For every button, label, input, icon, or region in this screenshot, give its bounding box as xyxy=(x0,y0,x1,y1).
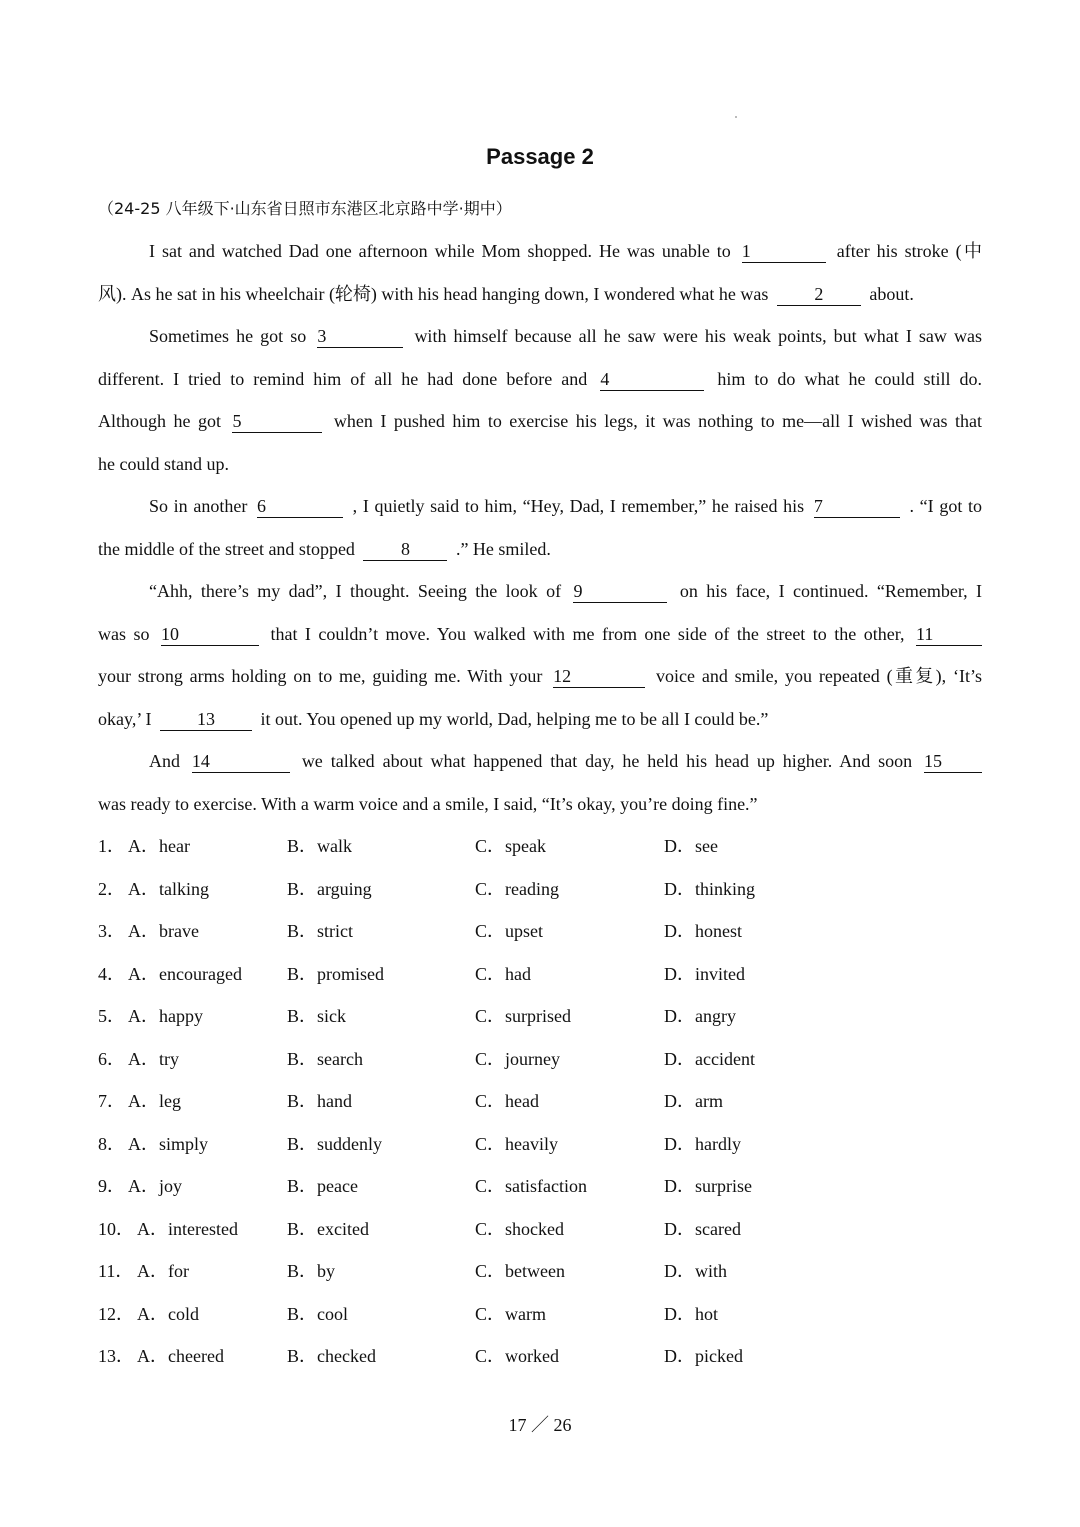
option-b[interactable]: B．sick xyxy=(287,1006,347,1026)
page-number: 17 ／ 26 xyxy=(508,1415,572,1435)
option-b[interactable]: B．cool xyxy=(287,1303,348,1324)
passage-line xyxy=(98,705,982,733)
blank-3: 3 xyxy=(317,325,403,348)
question-number: 6． xyxy=(98,1048,125,1069)
question-number: 9． xyxy=(98,1176,125,1196)
text-segment: Although he got xyxy=(98,411,221,431)
blank-8: 8 xyxy=(363,538,447,561)
option-a[interactable]: A．talking xyxy=(128,878,209,899)
text-segment: was ready to exercise. With a warm voice and a smile, I said, “It’s okay, you’re doing fine.” xyxy=(98,794,758,814)
passage-line xyxy=(98,620,982,648)
passage-line xyxy=(98,365,982,393)
question-number: 11． xyxy=(98,1261,134,1281)
blank-7: 7 xyxy=(814,495,900,518)
option-d[interactable]: D．thinking xyxy=(664,878,756,899)
option-c[interactable]: C．reading xyxy=(475,878,559,899)
text-segment: . “I got to xyxy=(909,496,983,516)
passage-line xyxy=(98,790,982,818)
option-c[interactable]: C．shocked xyxy=(475,1218,564,1239)
option-a[interactable]: A．cheered xyxy=(137,1346,224,1366)
blank-14: 14 xyxy=(192,750,290,773)
blank-2: 2 xyxy=(777,283,861,306)
option-c[interactable]: C．speak xyxy=(475,836,546,856)
text-segment: .” He smiled. xyxy=(455,539,551,559)
option-a[interactable]: A．happy xyxy=(128,1006,203,1026)
option-d[interactable]: D．scared xyxy=(664,1218,741,1239)
option-b[interactable]: B．strict xyxy=(287,921,353,941)
option-c[interactable]: C．between xyxy=(475,1261,565,1281)
question-number: 2． xyxy=(98,878,125,899)
option-d[interactable]: D．see xyxy=(664,836,718,856)
option-a[interactable]: A．hear xyxy=(128,836,190,856)
option-c[interactable]: C．journey xyxy=(475,1048,560,1069)
option-b[interactable]: B．search xyxy=(287,1048,363,1069)
blank-5: 5 xyxy=(232,410,322,433)
question-number: 5． xyxy=(98,1006,125,1026)
text-segment: him to do what he could still do. xyxy=(717,369,983,389)
text-segment: with himself because all he saw were his weak points, but what I saw was xyxy=(414,326,982,346)
option-a[interactable]: A．for xyxy=(137,1261,189,1281)
text-segment: it out. You opened up my world, Dad, helping me to be all I could be.” xyxy=(260,709,769,729)
option-d[interactable]: D．hot xyxy=(664,1303,718,1324)
option-a[interactable]: A．cold xyxy=(137,1303,199,1324)
option-b[interactable]: B．checked xyxy=(287,1346,376,1366)
question-number: 8． xyxy=(98,1133,125,1154)
option-d[interactable]: D．angry xyxy=(664,1006,736,1026)
text-segment: Sometimes he got so xyxy=(149,326,307,346)
text-segment: that I couldn’t move. You walked with me from one side of the street to the other, xyxy=(270,624,905,644)
blank-9: 9 xyxy=(573,580,667,603)
text-segment: the middle of the street and stopped xyxy=(98,539,355,559)
option-c[interactable]: C．upset xyxy=(475,921,544,941)
option-d[interactable]: D．honest xyxy=(664,921,742,941)
text-segment: And xyxy=(149,751,180,771)
passage-line xyxy=(98,662,982,690)
text-segment: after his stroke (中 xyxy=(836,241,983,261)
blank-6: 6 xyxy=(257,495,343,518)
passage-line xyxy=(98,535,982,563)
option-d[interactable]: D．hardly xyxy=(664,1133,741,1154)
blank-15: 15 xyxy=(924,750,982,773)
option-a[interactable]: A．joy xyxy=(128,1176,182,1196)
option-b[interactable]: B．walk xyxy=(287,836,352,856)
option-b[interactable]: B．suddenly xyxy=(287,1133,383,1154)
text-segment: , I quietly said to him, “Hey, Dad, I remember,” he raised his xyxy=(352,496,805,516)
question-number: 1． xyxy=(98,836,125,856)
text-segment: okay,’ I xyxy=(98,709,152,729)
option-a[interactable]: A．encouraged xyxy=(128,963,242,984)
option-b[interactable]: B．peace xyxy=(287,1176,358,1196)
text-segment: 风). As he sat in his wheelchair (轮椅) with his head hanging down, I wondered what he was xyxy=(98,284,769,304)
option-a[interactable]: A．try xyxy=(128,1048,179,1069)
blank-12: 12 xyxy=(553,665,645,688)
passage-line xyxy=(98,407,982,435)
passage-line xyxy=(98,492,982,520)
option-d[interactable]: D．surprise xyxy=(664,1176,752,1196)
option-c[interactable]: C．heavily xyxy=(475,1133,558,1154)
passage-line xyxy=(98,747,982,775)
text-segment: he could stand up. xyxy=(98,454,229,474)
option-a[interactable]: A．interested xyxy=(137,1218,238,1239)
option-b[interactable]: B．excited xyxy=(287,1218,369,1239)
option-a[interactable]: A．simply xyxy=(128,1133,209,1154)
option-d[interactable]: D．with xyxy=(664,1261,727,1281)
passage-line xyxy=(98,237,982,265)
text-segment: So in another xyxy=(149,496,248,516)
option-d[interactable]: D．arm xyxy=(664,1091,723,1111)
text-segment: different. I tried to remind him of all he had done before and xyxy=(98,369,588,389)
question-number: 4． xyxy=(98,963,125,984)
option-c[interactable]: C．had xyxy=(475,963,531,984)
option-c[interactable]: C．surprised xyxy=(475,1006,571,1026)
option-b[interactable]: B．promised xyxy=(287,963,384,984)
text-segment: on his face, I continued. “Remember, I xyxy=(679,581,982,601)
passage-line xyxy=(98,280,982,308)
passage-line xyxy=(98,577,982,605)
question-number: 10． xyxy=(98,1218,134,1239)
text-segment: your strong arms holding on to me, guiding me. With your xyxy=(98,666,543,686)
question-number: 12． xyxy=(98,1303,134,1324)
text-segment: “Ahh, there’s my dad”, I thought. Seeing the look of xyxy=(149,581,562,601)
option-d[interactable]: D．accident xyxy=(664,1048,755,1069)
question-number: 7． xyxy=(98,1091,125,1111)
option-c[interactable]: C．head xyxy=(475,1091,539,1111)
question-number: 13． xyxy=(98,1346,134,1366)
decorative-dot xyxy=(735,116,737,118)
text-segment: I sat and watched Dad one afternoon while Mom shopped. He was unable to xyxy=(149,241,731,261)
text-segment: when I pushed him to exercise his legs, it was nothing to me—all I wished was that xyxy=(333,411,982,431)
option-b[interactable]: B．by xyxy=(287,1261,336,1281)
option-b[interactable]: B．hand xyxy=(287,1091,352,1111)
passage-source: （24-25 八年级下·山东省日照市东港区北京路中学·期中） xyxy=(98,199,512,218)
option-d[interactable]: D．invited xyxy=(664,963,745,984)
option-c[interactable]: C．worked xyxy=(475,1346,559,1366)
question-number: 3． xyxy=(98,921,125,941)
passage-line xyxy=(98,450,982,478)
text-segment: we talked about what happened that day, he held his head up higher. And soon xyxy=(301,751,913,771)
blank-11: 11 xyxy=(916,623,982,646)
option-a[interactable]: A．leg xyxy=(128,1091,181,1111)
option-d[interactable]: D．picked xyxy=(664,1346,743,1366)
option-a[interactable]: A．brave xyxy=(128,921,199,941)
text-segment: was so xyxy=(98,624,150,644)
text-segment: voice and smile, you repeated (重复), ‘It’s xyxy=(656,666,982,686)
option-c[interactable]: C．satisfaction xyxy=(475,1176,587,1196)
blank-13: 13 xyxy=(160,708,252,731)
blank-4: 4 xyxy=(600,368,704,391)
option-c[interactable]: C．warm xyxy=(475,1303,546,1324)
blank-10: 10 xyxy=(161,623,259,646)
passage-line xyxy=(98,322,982,350)
option-b[interactable]: B．arguing xyxy=(287,878,372,899)
blank-1: 1 xyxy=(742,240,826,263)
passage-title: Passage 2 xyxy=(486,144,594,169)
text-segment: about. xyxy=(869,284,914,304)
